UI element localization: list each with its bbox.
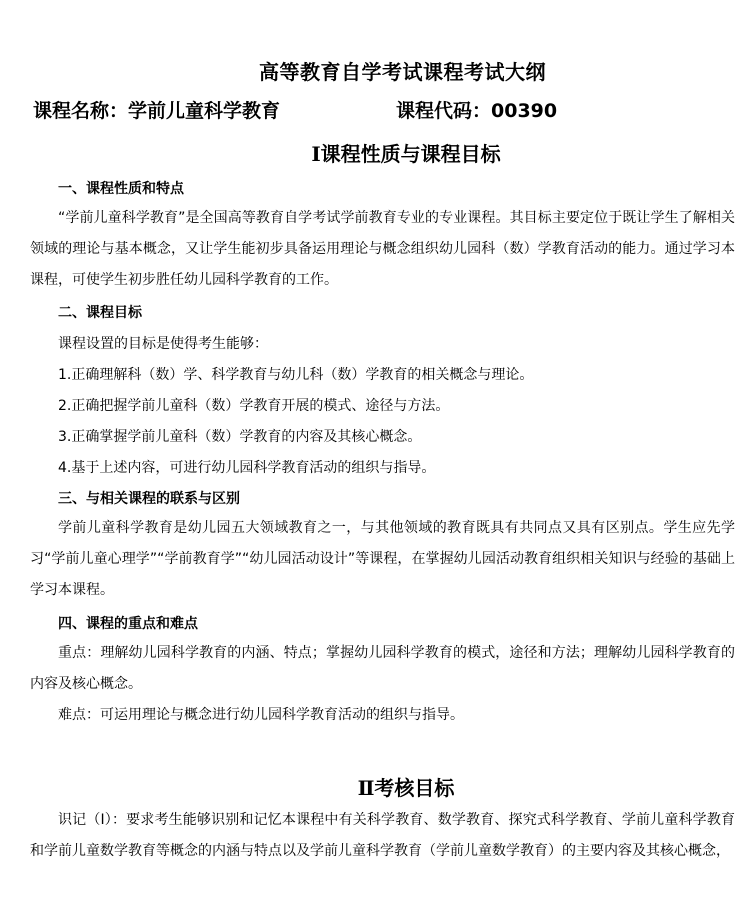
goal-item: 1.正确理解科（数）学、科学教育与幼儿科（数）学教育的相关概念与理论。 — [58, 367, 534, 383]
part2-paragraph: 识记（Ⅰ）：要求考生能够识别和记忆本课程中有关科学教育、数学教育、探究式科学教育、学前儿童科学教育和学前儿童数学教育等概念的内涵与特点以及学前儿童科学教育（学前儿童数学教育）的主要内容及其核心概念， — [30, 812, 735, 859]
section2-heading: 二、课程目标 — [58, 305, 142, 321]
key-points-paragraph: 重点：理解幼儿园科学教育的内涵、特点；掌握幼儿园科学教育的模式，途径和方法；理解幼儿园科学教育的内容及核心概念。 — [30, 645, 735, 692]
goal-item: 2.正确把握学前儿童科（数）学教育开展的模式、途径与方法。 — [58, 398, 450, 414]
course-name: 课程名称：学前儿童科学教育 — [33, 100, 281, 122]
section3-heading: 三、与相关课程的联系与区别 — [58, 491, 240, 507]
goal-item: 3.正确掌握学前儿童科（数）学教育的内容及其核心概念。 — [58, 429, 422, 445]
document-title: 高等教育自学考试课程考试大纲 — [259, 60, 546, 84]
difficult-points-paragraph: 难点：可运用理论与概念进行幼儿园科学教育活动的组织与指导。 — [58, 707, 464, 723]
section1-paragraph: “学前儿童科学教育”是全国高等教育自学考试学前教育专业的专业课程。其目标主要定位于既让学生了解相关领域的理论与基本概念，又让学生能初步具备运用理论与概念组织幼儿园科（数）学教育活动的能力。通过学习本课程，可使学生初步胜任幼儿园科学教育的工作。 — [30, 210, 735, 288]
course-code: 课程代码：00390 — [396, 100, 558, 122]
part1-title: Ⅰ课程性质与课程目标 — [311, 142, 501, 166]
section1-heading: 一、课程性质和特点 — [58, 181, 184, 197]
section3-paragraph: 学前儿童科学教育是幼儿园五大领域教育之一，与其他领域的教育既具有共同点又具有区别点。学生应先学习“学前儿童心理学”“学前教育学”“幼儿园活动设计”等课程，在掌握幼儿园活动教育组织相关知识与经验的基础上学习本课程。 — [30, 520, 735, 598]
part2-title: Ⅱ考核目标 — [357, 776, 455, 800]
section2-intro: 课程设置的目标是使得考生能够： — [58, 336, 268, 352]
section4-heading: 四、课程的重点和难点 — [58, 616, 198, 632]
goal-item: 4.基于上述内容，可进行幼儿园科学教育活动的组织与指导。 — [58, 460, 436, 476]
